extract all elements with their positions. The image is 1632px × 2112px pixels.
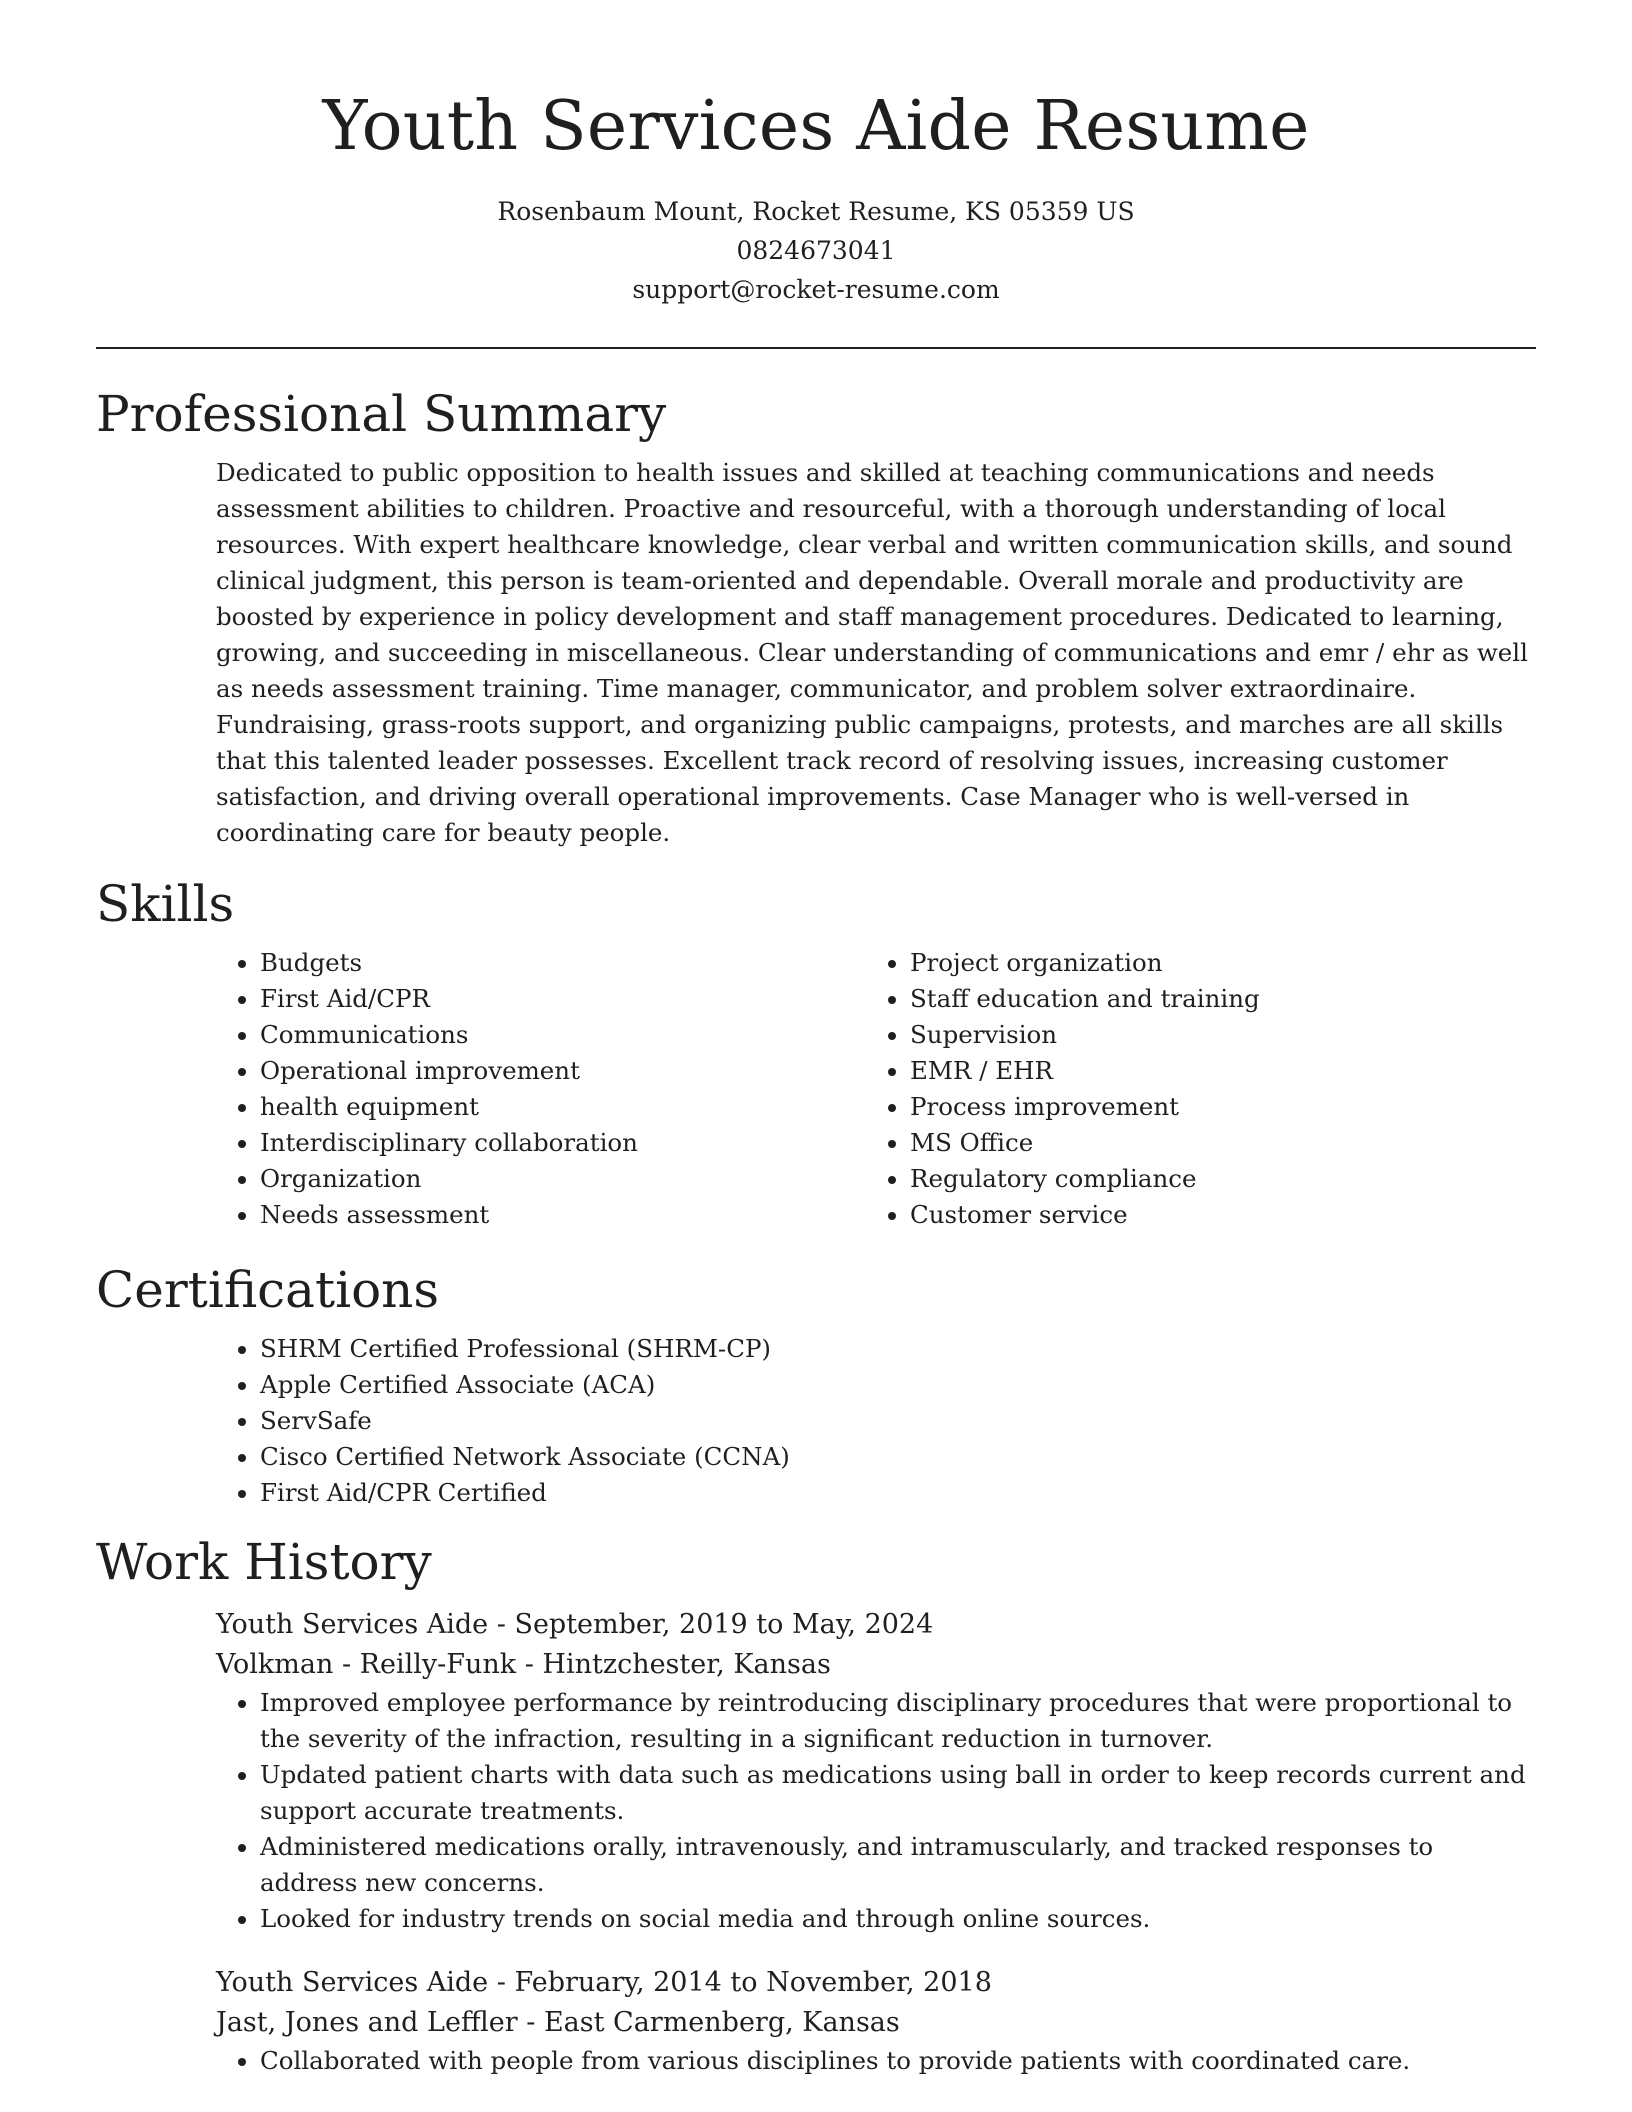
- resume-page: [96, 0, 1536, 2112]
- skill-item: • health equipment: [260, 1089, 866, 1125]
- skill-item: • Project organization: [910, 945, 1516, 981]
- certifications-block: [216, 1331, 1536, 1511]
- job-header: [216, 1605, 1536, 1685]
- job-location: Hintzchester, Kansas: [542, 1649, 831, 1680]
- section-heading-certifications: Certifications: [96, 1261, 440, 1319]
- certification-item: • First Aid/CPR Certified: [260, 1475, 1536, 1511]
- contact-phone: 0824673041: [736, 236, 896, 265]
- summary-paragraph: Dedicated to public opposition to health issues and skilled at teaching communications and needs assessment abilities to children. Proactive and resourceful, with a thorough understanding of local resources. With expert healthcare knowledge, clear verbal and written communication skills, and sound clinical judgment, this person is team-oriented and dependable. Overall morale and productivity are boosted by experience in policy development and staff management procedures. Dedicated to learning, growing, and succeeding in miscellaneous. Clear understanding of communications and emr / ehr as well as needs assessment training. Time manager, communicator, and problem solver extraordinaire. Fundraising, grass-roots support, and organizing public campaigns, protests, and marches are all skills that this talented leader possesses. Excellent track record of resolving issues, increasing customer satisfaction, and driving overall operational improvements. Case Manager who is well-versed in coordinating care for beauty people.: [216, 458, 1528, 847]
- skill-item: • Budgets: [260, 945, 866, 981]
- section-heading-skills: Skills: [96, 875, 235, 933]
- skill-item: • Process improvement: [910, 1089, 1516, 1125]
- job-company-line: Volkman - Reilly-Funk - Hintzchester, Kansas: [216, 1649, 831, 1680]
- job-location: East Carmenberg, Kansas: [543, 2007, 900, 2038]
- skill-item: • MS Office: [910, 1125, 1516, 1161]
- job-duty-item: • Improved employee performance by reintroducing disciplinary procedures that were proportional to the severity of the infraction, resulting in a significant reduction in turnover.: [260, 1685, 1536, 1757]
- skill-item: • Interdisciplinary collaboration: [260, 1125, 866, 1161]
- skills-column-left: [216, 945, 866, 1233]
- certification-item: • SHRM Certified Professional (SHRM-CP): [260, 1331, 1536, 1367]
- skill-item: • Staff education and training: [910, 981, 1516, 1017]
- certification-item: • ServSafe: [260, 1403, 1536, 1439]
- job-role: Youth Services Aide: [216, 1967, 489, 1998]
- certifications-list: [216, 1331, 1536, 1511]
- certification-item: • Apple Certified Associate (ACA): [260, 1367, 1536, 1403]
- skill-item: • First Aid/CPR: [260, 981, 866, 1017]
- certification-item: • Cisco Certified Network Associate (CCNA): [260, 1439, 1536, 1475]
- job-dates: February, 2014 to November, 2018: [514, 1967, 992, 1998]
- skills-list-right: [866, 945, 1516, 1233]
- job-duty-item: • Looked for industry trends on social media and through online sources.: [260, 1901, 1536, 1937]
- section-heading-summary: Professional Summary: [96, 385, 667, 443]
- skill-item: • Operational improvement: [260, 1053, 866, 1089]
- resume-header: [96, 0, 1536, 309]
- contact-email: support@rocket-resume.com: [632, 275, 1000, 304]
- skill-item: • Regulatory compliance: [910, 1161, 1516, 1197]
- job-company: Volkman - Reilly-Funk: [216, 1649, 517, 1680]
- job-duty-item: • Administered medications orally, intravenously, and intramuscularly, and tracked responses to address new concerns.: [260, 1829, 1536, 1901]
- job-dates: September, 2019 to May, 2024: [514, 1609, 934, 1640]
- skills-list-left: [216, 945, 866, 1233]
- job-company: Jast, Jones and Leffler: [216, 2007, 518, 2038]
- skills-column-right: [866, 945, 1516, 1233]
- job-title-line: Youth Services Aide - September, 2019 to May, 2024: [216, 1609, 934, 1640]
- job-duty-item: • Collaborated with people from various disciplines to provide patients with coordinated care.: [260, 2043, 1536, 2079]
- job-company-line: Jast, Jones and Leffler - East Carmenberg, Kansas: [216, 2007, 900, 2038]
- job-entry: [216, 1963, 1536, 2079]
- skills-columns: [216, 945, 1536, 1233]
- job-role: Youth Services Aide: [216, 1609, 489, 1640]
- skill-item: • Needs assessment: [260, 1197, 866, 1233]
- job-duties-list: [216, 2043, 1536, 2079]
- skill-item: • Organization: [260, 1161, 866, 1197]
- job-duty-item: • Updated patient charts with data such as medications using ball in order to keep records current and support accurate treatments.: [260, 1757, 1536, 1829]
- contact-info: [96, 192, 1536, 309]
- skill-item: • Communications: [260, 1017, 866, 1053]
- skill-item: • EMR / EHR: [910, 1053, 1516, 1089]
- skill-item: • Customer service: [910, 1197, 1516, 1233]
- job-duties-list: [216, 1685, 1536, 1937]
- job-header: [216, 1963, 1536, 2043]
- job-title-line: Youth Services Aide - February, 2014 to November, 2018: [216, 1967, 992, 1998]
- header-divider: [96, 347, 1536, 349]
- section-heading-work-history: Work History: [96, 1533, 432, 1591]
- skill-item: • Supervision: [910, 1017, 1516, 1053]
- job-entry: [216, 1605, 1536, 1937]
- resume-title: Youth Services Aide Resume: [322, 87, 1310, 166]
- contact-address: Rosenbaum Mount, Rocket Resume, KS 05359 US: [497, 197, 1135, 226]
